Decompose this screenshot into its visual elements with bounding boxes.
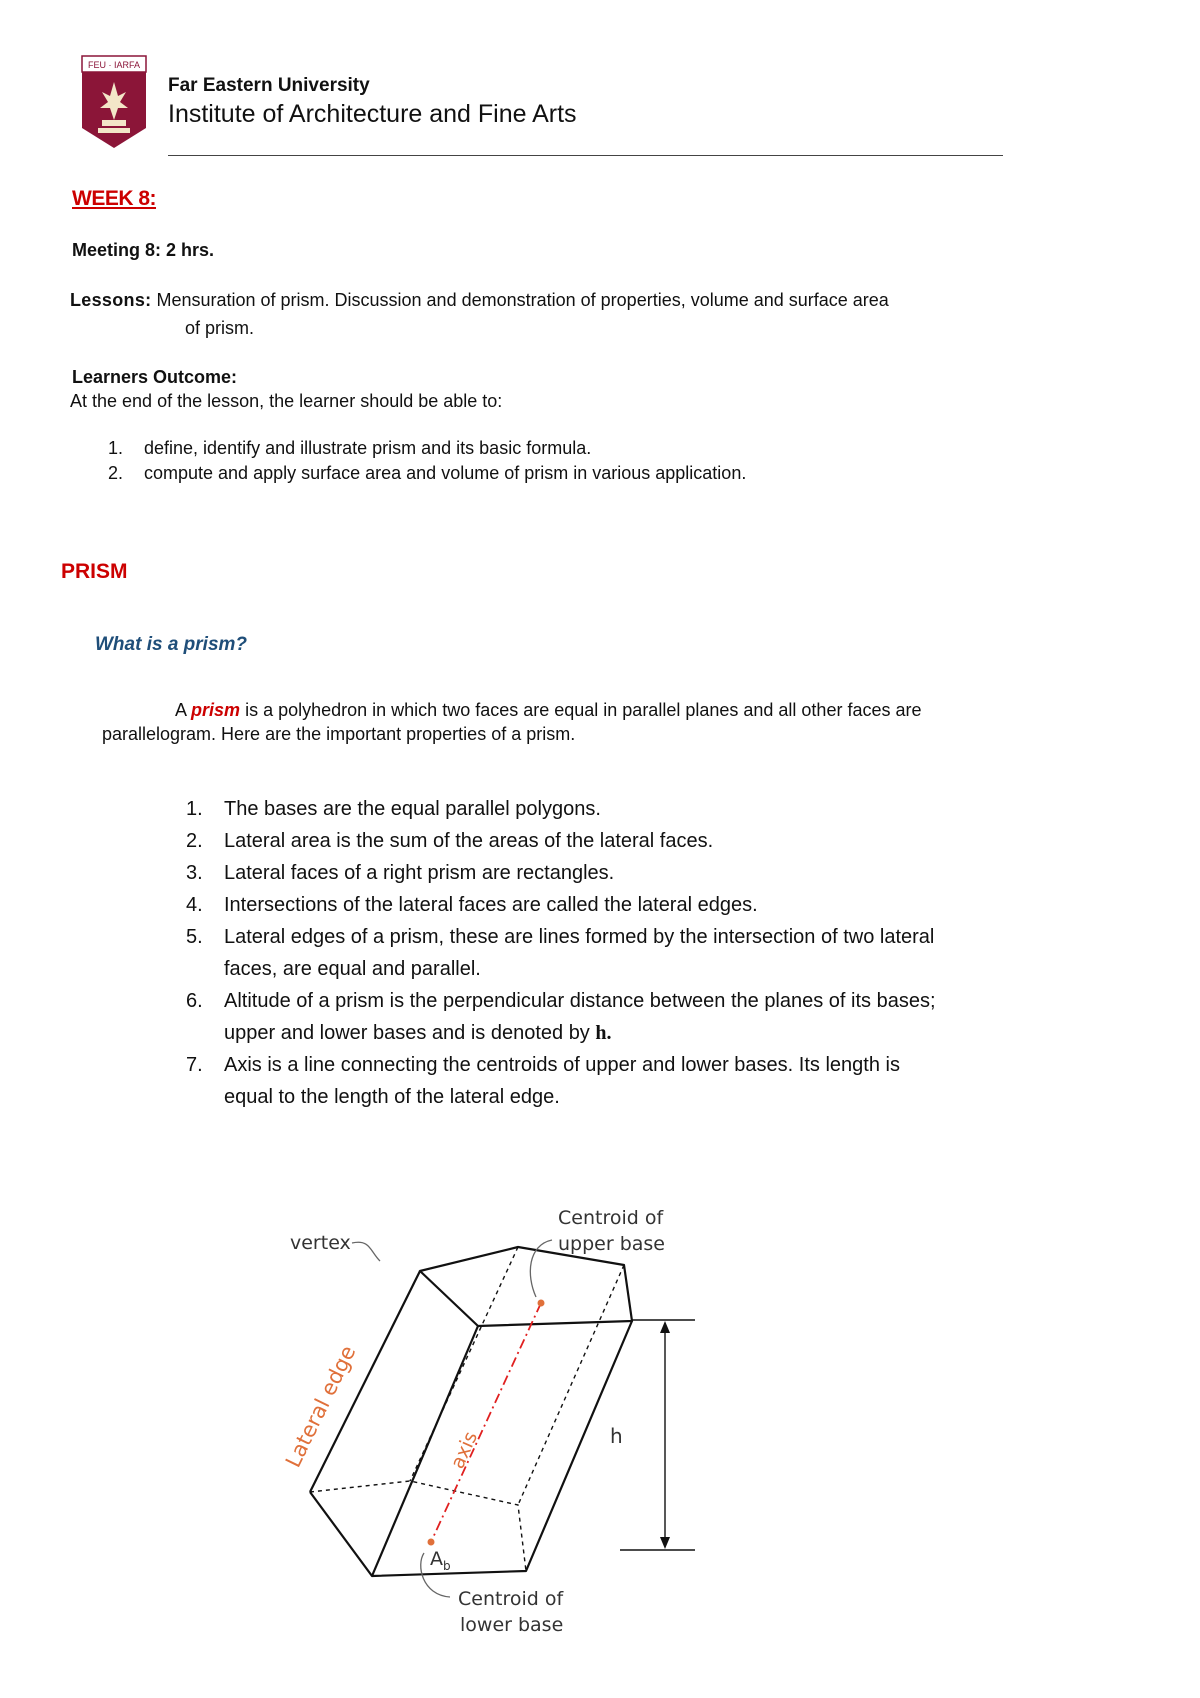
property-text-cont: faces, are equal and parallel. xyxy=(224,958,481,980)
week-label: WEEK 8: xyxy=(72,187,157,210)
outcome-item xyxy=(108,461,746,486)
lower-centroid-dot xyxy=(428,1539,435,1546)
property-text: Altitude of a prism is the perpendicular distance between the planes of its bases; xyxy=(224,990,936,1012)
lessons-text-line1: Mensuration of prism. Discussion and demonstration of properties, volume and surface area xyxy=(156,290,889,310)
intro-rest-line1: is a polyhedron in which two faces are equal in parallel planes and all other faces are xyxy=(245,700,922,720)
centroid-lower-label-2: lower base xyxy=(460,1614,564,1636)
property-text: Intersections of the lateral faces are called the lateral edges. xyxy=(224,894,758,916)
hidden-edge-2 xyxy=(518,1265,624,1505)
property-text: Axis is a line connecting the centroids of upper and lower bases. Its length is xyxy=(224,1054,900,1076)
university-name: Far Eastern University xyxy=(168,75,370,96)
property-text-block xyxy=(224,1049,900,1113)
vertex-leader xyxy=(352,1242,380,1261)
property-text: The bases are the equal parallel polygons. xyxy=(224,798,601,820)
property-text: Lateral edges of a prism, these are lines formed by the intersection of two lateral xyxy=(224,926,935,948)
outcome-title: Learners Outcome: xyxy=(72,367,238,387)
outcome-item-number: 2. xyxy=(108,463,124,483)
centroid-lower-label-1: Centroid of xyxy=(458,1588,564,1610)
property-item xyxy=(186,1049,946,1113)
property-text-block xyxy=(224,921,934,985)
vertex-label: vertex xyxy=(290,1232,351,1254)
property-number: 4. xyxy=(186,894,203,916)
property-item xyxy=(186,889,946,921)
property-text-block xyxy=(224,985,936,1049)
property-number: 2. xyxy=(186,830,203,852)
property-item xyxy=(186,793,946,825)
property-number: 7. xyxy=(186,1054,203,1076)
upper-centroid-dot xyxy=(538,1300,545,1307)
prism-question: What is a prism? xyxy=(95,634,248,655)
lateral-edge-label: Lateral edge xyxy=(280,1341,361,1472)
outcome-item xyxy=(108,436,746,461)
intro-rest-line2: parallelogram. Here are the important properties of a prism. xyxy=(102,724,576,744)
lessons-block xyxy=(70,286,930,342)
outcome-intro: At the end of the lesson, the learner should be able to: xyxy=(70,391,503,411)
outcome-item-text: define, identify and illustrate prism and its basic formula. xyxy=(144,438,592,458)
upper-base xyxy=(420,1247,632,1326)
intro-highlight: prism xyxy=(191,700,241,720)
prism-intro xyxy=(102,698,952,746)
centroid-upper-label-1: Centroid of xyxy=(558,1207,664,1229)
centroid-upper-label-2: upper base xyxy=(558,1233,665,1255)
property-text-cont: upper and lower bases and is denoted by xyxy=(224,1022,590,1044)
property-item xyxy=(186,857,946,889)
base-area-subscript: b xyxy=(443,1559,451,1573)
altitude-symbol: h. xyxy=(595,1022,612,1044)
axis-line xyxy=(431,1303,541,1542)
lessons-text-line2: of prism. xyxy=(185,318,255,338)
outcome-item-text: compute and apply surface area and volume of prism in various application. xyxy=(144,463,747,483)
feu-iarfa-logo xyxy=(82,56,146,152)
axis-label: axis xyxy=(446,1428,483,1473)
height-label: h xyxy=(610,1424,623,1448)
logo-text: FEU · IARFA xyxy=(87,60,141,70)
prism-heading: PRISM xyxy=(61,560,128,583)
prism-diagram xyxy=(280,1185,750,1636)
property-text-cont: equal to the length of the lateral edge. xyxy=(224,1086,560,1108)
h-arrow-bottom xyxy=(660,1537,670,1549)
property-number: 6. xyxy=(186,990,203,1012)
property-text: Lateral faces of a right prism are rectangles. xyxy=(224,862,615,884)
property-number: 5. xyxy=(186,926,203,948)
lower-base-hidden xyxy=(310,1481,526,1571)
lessons-label: Lessons: xyxy=(70,290,152,310)
h-arrow-top xyxy=(660,1321,670,1333)
property-number: 3. xyxy=(186,862,203,884)
institute-name: Institute of Architecture and Fine Arts xyxy=(168,100,577,128)
base-area-letter: A xyxy=(430,1548,443,1570)
meeting-info: Meeting 8: 2 hrs. xyxy=(72,240,215,260)
property-text: Lateral area is the sum of the areas of the lateral faces. xyxy=(224,830,714,852)
prism-properties xyxy=(186,793,946,1113)
property-item xyxy=(186,921,946,985)
property-number: 1. xyxy=(186,798,203,820)
header-divider xyxy=(168,155,1003,156)
outcome-item-number: 1. xyxy=(108,438,124,458)
property-item xyxy=(186,985,946,1049)
intro-a: A xyxy=(175,700,187,720)
outcome-list xyxy=(108,436,746,486)
property-item xyxy=(186,825,946,857)
base-area-label xyxy=(430,1548,451,1573)
